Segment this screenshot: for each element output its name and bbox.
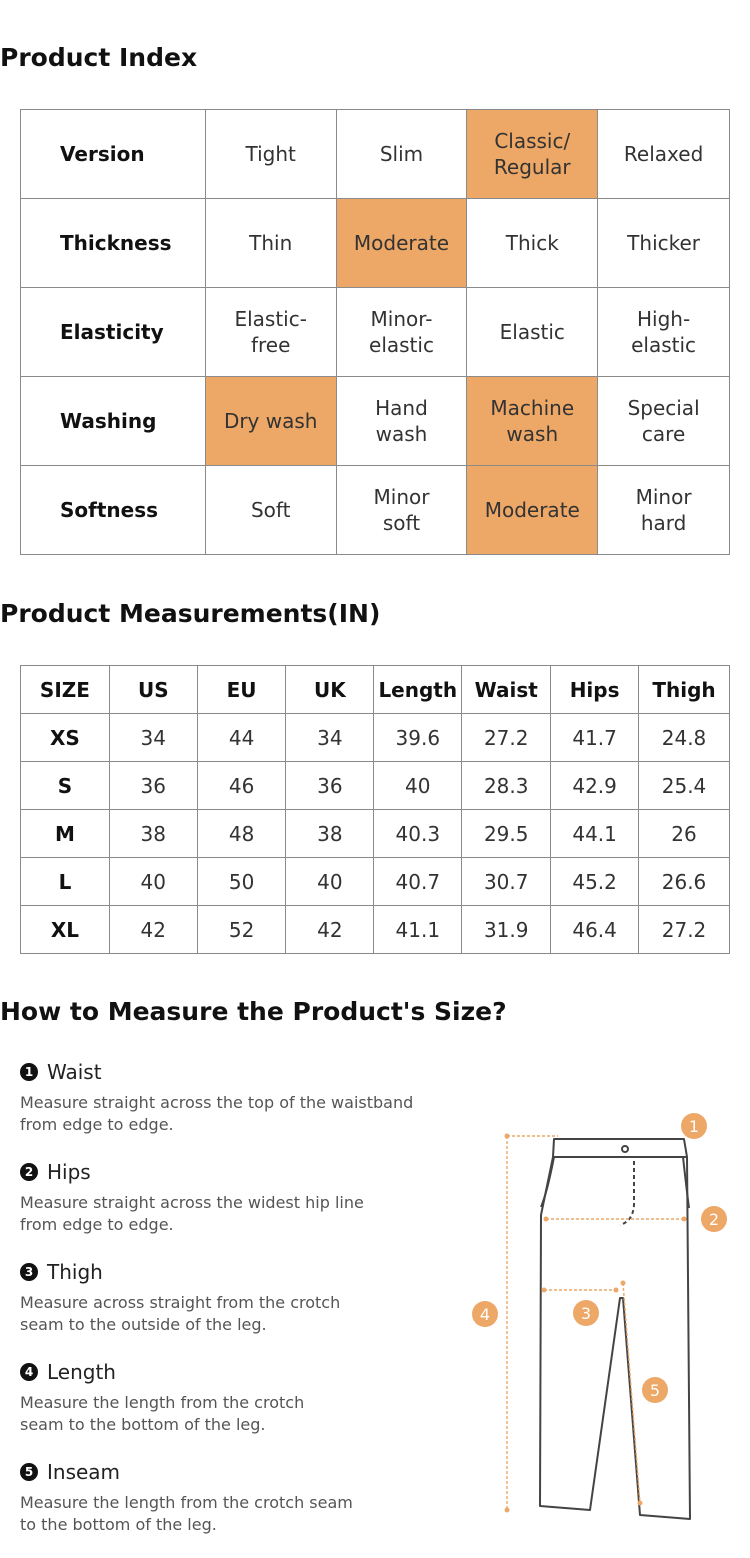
svg-text:2: 2 <box>708 1210 720 1229</box>
table-cell: 40 <box>374 762 462 810</box>
index-cell: Thicker <box>598 199 730 288</box>
table-cell: 48 <box>197 810 286 858</box>
table-cell: 44 <box>197 714 286 762</box>
table-cell: 26 <box>639 810 730 858</box>
table-cell: 52 <box>197 906 286 954</box>
table-cell: 34 <box>286 714 374 762</box>
step-waist <box>20 1058 460 1136</box>
step-inseam <box>20 1458 460 1536</box>
index-row-elasticity <box>21 288 730 377</box>
index-cell: Slim <box>336 110 467 199</box>
index-row-label: Thickness <box>21 199 206 288</box>
inseam-guide <box>623 1283 640 1503</box>
index-row-label: Washing <box>21 377 206 466</box>
table-cell: 42 <box>109 906 197 954</box>
index-row-thickness <box>21 199 730 288</box>
column-header: US <box>109 666 197 714</box>
table-cell: 24.8 <box>639 714 730 762</box>
index-cell: Elastic- free <box>205 288 336 377</box>
index-cell-highlighted: Classic/ Regular <box>467 110 598 199</box>
index-cell-highlighted: Moderate <box>467 466 598 555</box>
size-cell: M <box>21 810 110 858</box>
index-cell: Relaxed <box>598 110 730 199</box>
measure-steps-list <box>20 1058 460 1558</box>
index-cell-highlighted: Machine wash <box>467 377 598 466</box>
table-cell: 29.5 <box>462 810 551 858</box>
step-thigh <box>20 1258 460 1336</box>
table-cell: 40.3 <box>374 810 462 858</box>
measurements-header-row <box>21 666 730 714</box>
index-cell-highlighted: Moderate <box>336 199 467 288</box>
table-cell: 31.9 <box>462 906 551 954</box>
table-cell: 30.7 <box>462 858 551 906</box>
size-cell: XS <box>21 714 110 762</box>
table-cell: 38 <box>109 810 197 858</box>
column-header: Hips <box>551 666 639 714</box>
table-cell: 34 <box>109 714 197 762</box>
step-number-badge: 3 <box>20 1263 38 1281</box>
table-cell: 27.2 <box>462 714 551 762</box>
table-row <box>21 762 730 810</box>
index-cell: Thick <box>467 199 598 288</box>
marker-1-icon <box>681 1113 707 1139</box>
table-cell: 45.2 <box>551 858 639 906</box>
column-header: Thigh <box>639 666 730 714</box>
product-index-title: Product Index <box>0 43 198 72</box>
marker-2-icon <box>701 1206 727 1232</box>
step-description: Measure straight across the widest hip line from edge to edge. <box>20 1193 364 1234</box>
table-cell: 36 <box>109 762 197 810</box>
index-cell: Soft <box>205 466 336 555</box>
marker-3-icon <box>573 1300 599 1326</box>
table-row <box>21 858 730 906</box>
svg-text:5: 5 <box>649 1381 661 1400</box>
index-cell: Minor soft <box>336 466 467 555</box>
table-cell: 42.9 <box>551 762 639 810</box>
index-row-softness <box>21 466 730 555</box>
size-cell: L <box>21 858 110 906</box>
table-cell: 39.6 <box>374 714 462 762</box>
index-row-washing <box>21 377 730 466</box>
index-row-version <box>21 110 730 199</box>
product-index-table <box>20 109 730 555</box>
table-cell: 28.3 <box>462 762 551 810</box>
table-cell: 46.4 <box>551 906 639 954</box>
table-row <box>21 714 730 762</box>
table-cell: 26.6 <box>639 858 730 906</box>
step-length <box>20 1358 460 1436</box>
measurements-title: Product Measurements(IN) <box>0 599 381 628</box>
index-cell: Hand wash <box>336 377 467 466</box>
column-header: Length <box>374 666 462 714</box>
column-header: SIZE <box>21 666 110 714</box>
table-row <box>21 906 730 954</box>
index-cell: Special care <box>598 377 730 466</box>
step-name: Length <box>47 1360 116 1384</box>
step-number-badge: 1 <box>20 1063 38 1081</box>
step-number-badge: 2 <box>20 1163 38 1181</box>
table-cell: 44.1 <box>551 810 639 858</box>
column-header: EU <box>197 666 286 714</box>
size-cell: XL <box>21 906 110 954</box>
table-cell: 25.4 <box>639 762 730 810</box>
table-cell: 46 <box>197 762 286 810</box>
index-cell: Minor- elastic <box>336 288 467 377</box>
size-cell: S <box>21 762 110 810</box>
step-name: Inseam <box>47 1460 121 1484</box>
table-cell: 50 <box>197 858 286 906</box>
svg-text:4: 4 <box>479 1305 491 1324</box>
index-cell: Elastic <box>467 288 598 377</box>
step-number-badge: 4 <box>20 1363 38 1381</box>
how-to-measure-title: How to Measure the Product's Size? <box>0 997 507 1026</box>
index-row-label: Softness <box>21 466 206 555</box>
marker-4-icon <box>472 1301 498 1327</box>
marker-5-icon <box>642 1377 668 1403</box>
measure-guides <box>507 1136 684 1510</box>
guide-endpoints <box>505 1134 687 1513</box>
svg-text:1: 1 <box>688 1117 700 1136</box>
table-cell: 40.7 <box>374 858 462 906</box>
table-cell: 41.1 <box>374 906 462 954</box>
table-cell: 38 <box>286 810 374 858</box>
step-name: Thigh <box>47 1260 103 1284</box>
pants-measurement-diagram <box>468 1105 738 1545</box>
column-header: UK <box>286 666 374 714</box>
table-cell: 36 <box>286 762 374 810</box>
index-cell-highlighted: Dry wash <box>205 377 336 466</box>
step-description: Measure the length from the crotch seam to the bottom of the leg. <box>20 1393 305 1434</box>
table-cell: 40 <box>109 858 197 906</box>
measurements-table <box>20 665 730 954</box>
step-hips <box>20 1158 460 1236</box>
table-row <box>21 810 730 858</box>
index-row-label: Version <box>21 110 206 199</box>
step-description: Measure the length from the crotch seam to the bottom of the leg. <box>20 1493 353 1534</box>
index-row-label: Elasticity <box>21 288 206 377</box>
index-cell: Tight <box>205 110 336 199</box>
index-cell: Thin <box>205 199 336 288</box>
index-cell: Minor hard <box>598 466 730 555</box>
svg-text:3: 3 <box>580 1304 592 1323</box>
index-cell: High- elastic <box>598 288 730 377</box>
step-name: Waist <box>47 1060 102 1084</box>
step-name: Hips <box>47 1160 91 1184</box>
table-cell: 41.7 <box>551 714 639 762</box>
pants-outline-icon <box>540 1139 690 1519</box>
table-cell: 42 <box>286 906 374 954</box>
step-number-badge: 5 <box>20 1463 38 1481</box>
table-cell: 40 <box>286 858 374 906</box>
step-description: Measure straight across the top of the waistband from edge to edge. <box>20 1093 414 1134</box>
column-header: Waist <box>462 666 551 714</box>
table-cell: 27.2 <box>639 906 730 954</box>
step-description: Measure across straight from the crotch seam to the outside of the leg. <box>20 1293 341 1334</box>
